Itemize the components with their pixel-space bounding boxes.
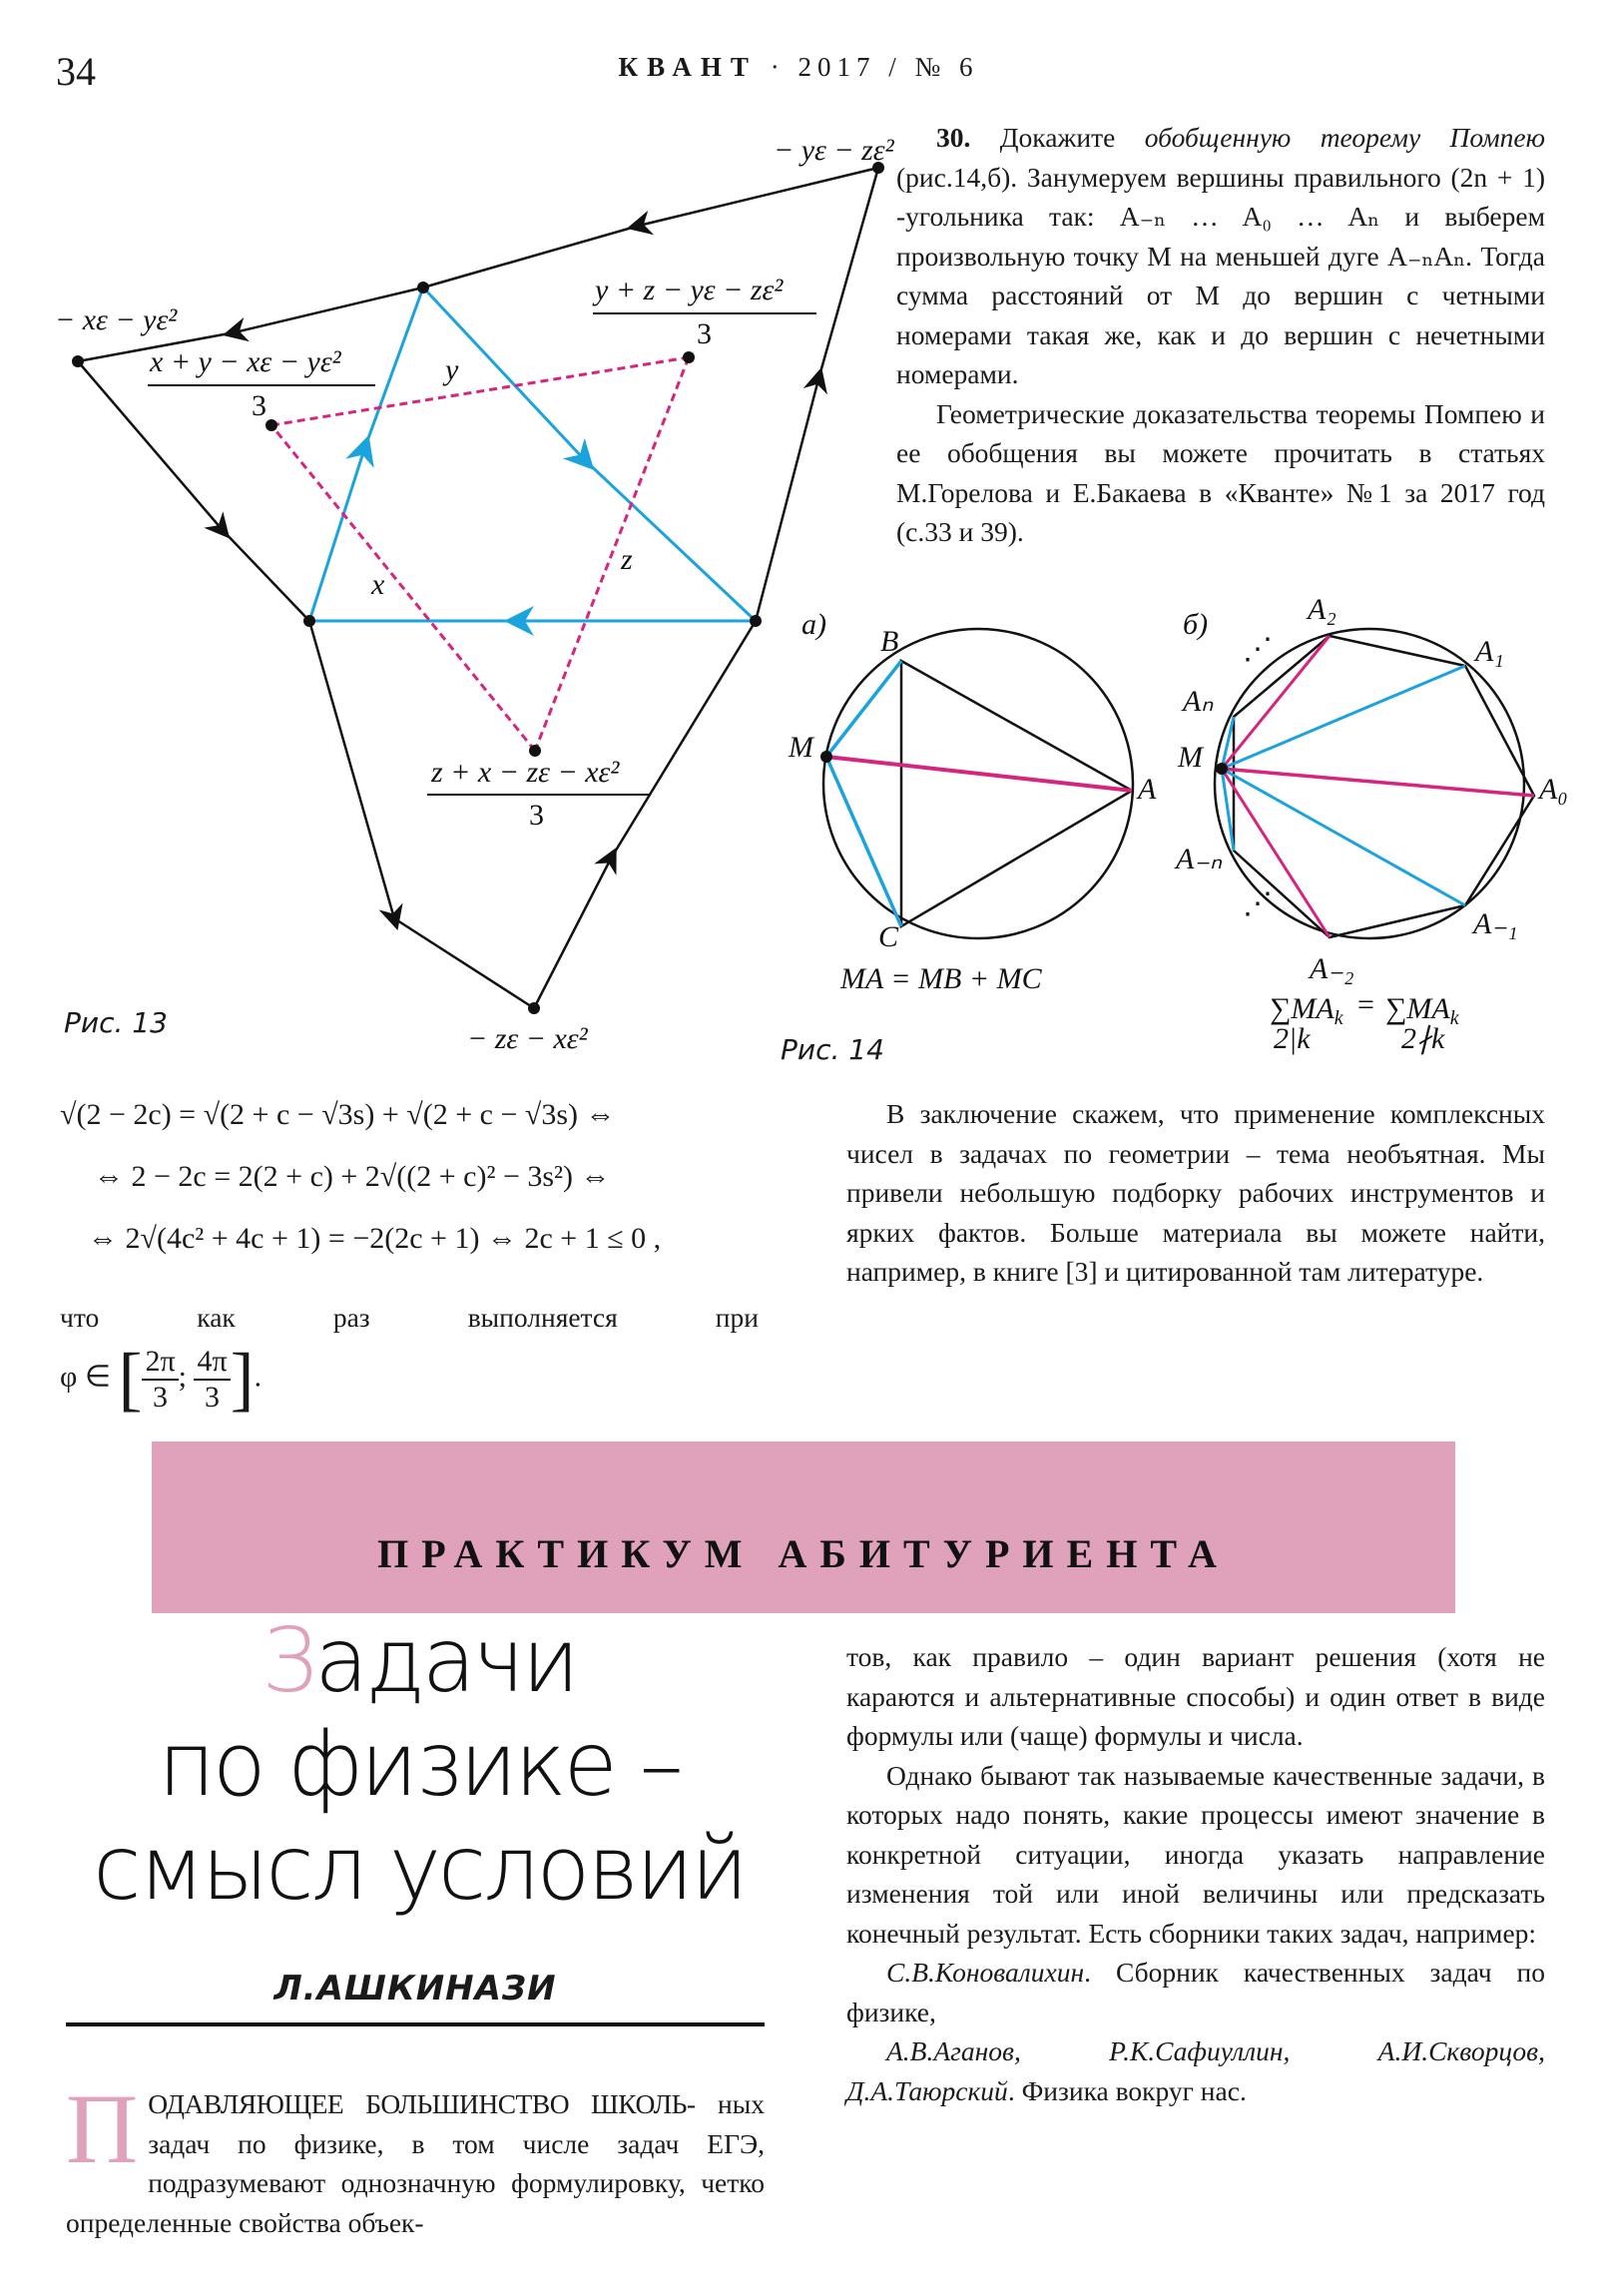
reference-2: А.В.Аганов, Р.К.Сафиуллин, А.И.Скворцов, Д.А.Таюрский. Физика вокруг нас.: [846, 2035, 1545, 2106]
point-A0: A₀: [1539, 773, 1568, 806]
fig14b-label: б): [1183, 608, 1209, 641]
label-bottom: − zε − xε²: [467, 1022, 588, 1055]
figure-14-diagram: [779, 589, 1597, 1058]
label-center-right-den: 3: [697, 317, 712, 350]
equation-line-1: √(2 − 2c) = √(2 + c − √3s) + √(2 + c − √3s) ⇔: [60, 1098, 616, 1131]
condition-text: что как раз выполняется при: [60, 1302, 759, 1333]
label-center-left-den: 3: [252, 389, 266, 422]
article-lead: П ОДАВЛЯЮЩЕЕ БОЛЬШИНСТВО ШКОЛЬ- ных задач по физике, в том числе задач ЕГЭ, подразумевают однозначную формулировку, четко определенные свойства объек-: [66, 2073, 765, 2238]
point-A-1: A₋₁: [1473, 907, 1518, 940]
phi-interval: φ ∈ [ $\frac{2\pi}{3}$ ; $\frac{4\pi}{3}$ ].: [60, 1339, 263, 1419]
point-A1: A₁: [1475, 635, 1504, 668]
problem-number: 30.: [936, 122, 971, 153]
label-z: z: [621, 543, 633, 576]
label-top-right: − yε − zε²: [774, 134, 894, 167]
sum-limit-even: 2|k: [1274, 1022, 1311, 1055]
point-C: C: [878, 920, 899, 953]
ellipsis-bottom: ⋰: [1243, 887, 1273, 920]
fig14b-formula-right: $\sum MA_k$: [1385, 992, 1459, 1029]
label-top-left: − xε − yε²: [55, 303, 178, 336]
header-separator: ·: [770, 52, 786, 82]
label-x: x: [371, 568, 385, 601]
point-M-b: M: [1178, 741, 1203, 774]
fig14a-formula: MA = MB + MC: [840, 962, 1042, 995]
label-y: y: [445, 353, 459, 386]
section-title: ПРАКТИКУМ АБИТУРИЕНТА: [377, 1531, 1230, 1576]
figure-13-caption: Рис. 13: [64, 1006, 168, 1039]
point-An: Aₙ: [1183, 685, 1214, 718]
magazine-title: КВАНТ: [618, 52, 758, 82]
problem-30: 30. Докажите обобщенную теорему Помпею (рис.14,б). Занумеруем вершины правильного (2n + 1) -угольника так: A₋ₙ … A₀ … Aₙ и выберем произвольную точку M на меньшей дуге A₋ₙAₙ. Тогда сумма расстояний от M до вершин с четными номерами такая же, как и до вершин с нечетными номерами. Геометрические доказательства теоремы Помпею и ее обобщения вы можете прочитать в статьях М.Горелова и Е.Бакаева в «Кванте» №1 за 2017 год (с.33 и 39).: [896, 118, 1545, 552]
equation-line-3: ⇔ 2√(4c² + 4c + 1) = −2(2c + 1) ⇔ 2c + 1 ≤ 0 ,: [88, 1222, 662, 1255]
author-rule: [66, 2022, 765, 2026]
article-column-2: тов, как правило – один вариант решения (хотя не караются и альтернативные способы) и один ответ в виде формулы или (чаще) формулы и числа. Однако бывают так называемые качественные задачи, в которых надо понять, какие процессы имеют значение в конкретной ситуации, иногда указать направление изменения той или иной величины или предсказать конечный результат. Есть сборники таких задач, например: С.В.Коновалихин. Сборник качественных задач по физике, А.В.Аганов, Р.К.Сафиуллин, А.И.Скворцов, Д.А.Таюрский. Физика вокруг нас.: [846, 1637, 1545, 2110]
references-note: Геометрические доказательства теоремы Помпею и ее обобщения вы можете прочитать в статьях М.Горелова и Е.Бакаева в «Кванте» №1 за 2017 год (с.33 и 39).: [896, 397, 1545, 547]
theorem-name: обобщенную теорему Помпею: [1144, 122, 1545, 153]
section-banner: [152, 1441, 1455, 1613]
fig14a-label: а): [801, 608, 826, 641]
point-M: M: [789, 731, 813, 764]
equation-line-2: ⇔ 2 − 2c = 2(2 + c) + 2√((2 + c)² − 3s²) ⇔: [94, 1160, 611, 1193]
point-A: A: [1138, 773, 1157, 806]
figure-14b: [1174, 593, 1568, 1055]
ellipsis-top: ⋰: [1243, 633, 1273, 666]
point-A2: A₂: [1308, 593, 1336, 626]
title-initial: З: [262, 1609, 315, 1712]
label-center-bottom-den: 3: [529, 799, 544, 832]
issue-number: 2017 / № 6: [798, 52, 979, 82]
figure-14-caption: Рис. 14: [781, 1033, 884, 1066]
fig14b-formula-left: $\sum MA_k$: [1270, 992, 1343, 1029]
article-author: Л.АШКИНАЗИ: [273, 1969, 557, 2009]
label-center-bottom-num: z + x − zε − xε²: [431, 756, 620, 789]
sum-limit-odd: 2∤k: [1401, 1022, 1445, 1055]
drop-cap: П: [66, 2073, 139, 2184]
svg-text:=: =: [1357, 988, 1374, 1021]
conclusion-paragraph: В заключение скажем, что применение комплексных чисел в задачах по геометрии – тема необъятная. Мы привели небольшую подборку рабочих инструментов и ярких фактов. Больше материала вы можете найти, например, в книге [3] и цитированной там литературе.: [846, 1098, 1545, 1287]
point-B: B: [880, 625, 899, 658]
label-center-left-num: x + y − xε − yε²: [150, 345, 341, 378]
figure-13-diagram: [0, 110, 898, 1068]
label-center-right-num: y + z − yε − zε²: [595, 274, 784, 306]
point-A-2: A₋₂: [1310, 952, 1354, 985]
article-title: Задачи по физике – смысл условий: [93, 1609, 746, 1920]
page-number: 34: [56, 49, 96, 94]
running-head: [0, 52, 1597, 83]
figure-14a: [788, 608, 1157, 995]
equation-block: [60, 1098, 759, 1284]
reference-1: С.В.Коновалихин. Сборник качественных задач по физике,: [846, 1957, 1545, 2027]
point-A-n: A₋ₙ: [1176, 843, 1223, 875]
